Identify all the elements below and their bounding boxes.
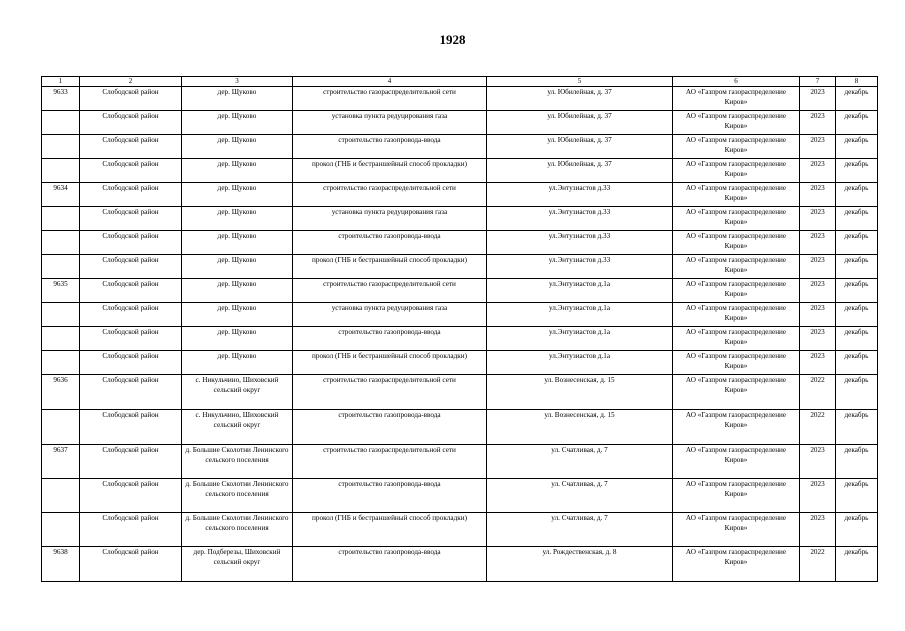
work-type-cell: строительство газопровода-ввода <box>293 327 487 351</box>
table-row <box>42 513 878 547</box>
object-number-cell <box>42 231 80 255</box>
month-cell: декабрь <box>836 159 878 183</box>
work-type-cell: строительство газопровода-ввода <box>293 479 487 513</box>
locality-cell: дер. Щуково <box>182 111 293 135</box>
work-type-cell: строительство газораспределительной сети <box>293 279 487 303</box>
work-type-cell: прокол (ГНБ и бестраншейный способ прокладки) <box>293 159 487 183</box>
month-cell: декабрь <box>836 513 878 547</box>
object-number-cell: 9638 <box>42 547 80 582</box>
object-number-cell <box>42 135 80 159</box>
locality-cell: с. Никульчино, Шиховский сельский округ <box>182 375 293 410</box>
object-number-cell <box>42 303 80 327</box>
address-cell: ул. Вознесенская, д. 15 <box>487 410 673 445</box>
year-cell: 2023 <box>800 87 836 111</box>
column-header: 4 <box>293 77 487 87</box>
organization-cell: АО «Газпром газораспределение Киров» <box>673 279 800 303</box>
year-cell: 2023 <box>800 207 836 231</box>
table-row <box>42 231 878 255</box>
district-cell: Слободской район <box>80 303 182 327</box>
work-type-cell: установка пункта редуцирования газа <box>293 111 487 135</box>
table-row <box>42 255 878 279</box>
district-cell: Слободской район <box>80 135 182 159</box>
address-cell: ул. Юбилейная, д. 37 <box>487 159 673 183</box>
locality-cell: дер. Щуково <box>182 279 293 303</box>
locality-cell: дер. Щуково <box>182 351 293 375</box>
district-cell: Слободской район <box>80 255 182 279</box>
work-type-cell: строительство газораспределительной сети <box>293 375 487 410</box>
table-row <box>42 135 878 159</box>
district-cell: Слободской район <box>80 111 182 135</box>
locality-cell: дер. Щуково <box>182 207 293 231</box>
locality-cell: дер. Щуково <box>182 87 293 111</box>
organization-cell: АО «Газпром газораспределение Киров» <box>673 231 800 255</box>
locality-cell: дер. Щуково <box>182 303 293 327</box>
locality-cell: дер. Щуково <box>182 159 293 183</box>
organization-cell: АО «Газпром газораспределение Киров» <box>673 375 800 410</box>
locality-cell: дер. Щуково <box>182 231 293 255</box>
month-cell: декабрь <box>836 303 878 327</box>
address-cell: ул. Юбилейная, д. 37 <box>487 111 673 135</box>
organization-cell: АО «Газпром газораспределение Киров» <box>673 410 800 445</box>
district-cell: Слободской район <box>80 410 182 445</box>
work-type-cell: установка пункта редуцирования газа <box>293 207 487 231</box>
object-number-cell: 9633 <box>42 87 80 111</box>
address-cell: ул.Энтузиастов д.33 <box>487 255 673 279</box>
object-number-cell: 9636 <box>42 375 80 410</box>
address-cell: ул.Энтузиастов д.1а <box>487 351 673 375</box>
registry-body <box>42 87 878 582</box>
organization-cell: АО «Газпром газораспределение Киров» <box>673 547 800 582</box>
work-type-cell: строительство газораспределительной сети <box>293 445 487 479</box>
column-header: 6 <box>673 77 800 87</box>
object-number-cell: 9635 <box>42 279 80 303</box>
organization-cell: АО «Газпром газораспределение Киров» <box>673 111 800 135</box>
table-row <box>42 547 878 582</box>
page-number: 1928 <box>439 32 466 47</box>
organization-cell: АО «Газпром газораспределение Киров» <box>673 303 800 327</box>
address-cell: ул.Энтузиастов д.33 <box>487 207 673 231</box>
district-cell: Слободской район <box>80 375 182 410</box>
work-type-cell: строительство газопровода-ввода <box>293 135 487 159</box>
organization-cell: АО «Газпром газораспределение Киров» <box>673 513 800 547</box>
locality-cell: д. Большие Сколотни Ленинского сельского поселения <box>182 513 293 547</box>
address-cell: ул. Счатливая, д. 7 <box>487 445 673 479</box>
month-cell: декабрь <box>836 87 878 111</box>
object-number-cell <box>42 111 80 135</box>
table-row <box>42 479 878 513</box>
work-type-cell: строительство газопровода-ввода <box>293 410 487 445</box>
district-cell: Слободской район <box>80 207 182 231</box>
year-cell: 2023 <box>800 255 836 279</box>
header-row <box>42 77 878 87</box>
work-type-cell: строительство газораспределительной сети <box>293 183 487 207</box>
district-cell: Слободской район <box>80 351 182 375</box>
work-type-cell: прокол (ГНБ и бестраншейный способ прокладки) <box>293 255 487 279</box>
address-cell: ул. Счатливая, д. 7 <box>487 479 673 513</box>
column-header: 1 <box>42 77 80 87</box>
table-row <box>42 375 878 410</box>
organization-cell: АО «Газпром газораспределение Киров» <box>673 135 800 159</box>
table-row <box>42 303 878 327</box>
district-cell: Слободской район <box>80 479 182 513</box>
organization-cell: АО «Газпром газораспределение Киров» <box>673 445 800 479</box>
table-row <box>42 87 878 111</box>
year-cell: 2022 <box>800 375 836 410</box>
locality-cell: д. Большие Сколотни Ленинского сельского поселения <box>182 445 293 479</box>
month-cell: декабрь <box>836 410 878 445</box>
address-cell: ул.Энтузиастов д.1а <box>487 279 673 303</box>
object-number-cell <box>42 327 80 351</box>
month-cell: декабрь <box>836 375 878 410</box>
object-number-cell <box>42 159 80 183</box>
address-cell: ул.Энтузиастов д.1а <box>487 327 673 351</box>
object-number-cell <box>42 351 80 375</box>
column-header: 7 <box>800 77 836 87</box>
month-cell: декабрь <box>836 327 878 351</box>
object-number-cell: 9634 <box>42 183 80 207</box>
locality-cell: с. Никульчино, Шиховский сельский округ <box>182 410 293 445</box>
organization-cell: АО «Газпром газораспределение Киров» <box>673 87 800 111</box>
address-cell: ул.Энтузиастов д.33 <box>487 183 673 207</box>
object-number-cell <box>42 255 80 279</box>
column-header: 5 <box>487 77 673 87</box>
address-cell: ул. Юбилейная, д. 37 <box>487 87 673 111</box>
year-cell: 2023 <box>800 303 836 327</box>
year-cell: 2023 <box>800 513 836 547</box>
address-cell: ул. Вознесенская, д. 15 <box>487 375 673 410</box>
table-row <box>42 183 878 207</box>
month-cell: декабрь <box>836 183 878 207</box>
table-row <box>42 410 878 445</box>
year-cell: 2023 <box>800 327 836 351</box>
year-cell: 2023 <box>800 279 836 303</box>
year-cell: 2023 <box>800 135 836 159</box>
object-number-cell: 9637 <box>42 445 80 479</box>
district-cell: Слободской район <box>80 327 182 351</box>
month-cell: декабрь <box>836 207 878 231</box>
column-header: 3 <box>182 77 293 87</box>
year-cell: 2023 <box>800 183 836 207</box>
year-cell: 2023 <box>800 351 836 375</box>
locality-cell: д. Большие Сколотни Ленинского сельского поселения <box>182 479 293 513</box>
organization-cell: АО «Газпром газораспределение Киров» <box>673 351 800 375</box>
organization-cell: АО «Газпром газораспределение Киров» <box>673 183 800 207</box>
year-cell: 2023 <box>800 111 836 135</box>
district-cell: Слободской район <box>80 445 182 479</box>
work-type-cell: установка пункта редуцирования газа <box>293 303 487 327</box>
month-cell: декабрь <box>836 351 878 375</box>
month-cell: декабрь <box>836 255 878 279</box>
month-cell: декабрь <box>836 111 878 135</box>
table-row <box>42 279 878 303</box>
month-cell: декабрь <box>836 231 878 255</box>
object-number-cell <box>42 410 80 445</box>
object-number-cell <box>42 479 80 513</box>
year-cell: 2022 <box>800 410 836 445</box>
district-cell: Слободской район <box>80 513 182 547</box>
registry-table <box>41 76 878 582</box>
table-row <box>42 445 878 479</box>
table-row <box>42 327 878 351</box>
month-cell: декабрь <box>836 479 878 513</box>
locality-cell: дер. Подберезы, Шиховский сельский округ <box>182 547 293 582</box>
district-cell: Слободской район <box>80 159 182 183</box>
work-type-cell: прокол (ГНБ и бестраншейный способ прокладки) <box>293 351 487 375</box>
district-cell: Слободской район <box>80 87 182 111</box>
month-cell: декабрь <box>836 135 878 159</box>
organization-cell: АО «Газпром газораспределение Киров» <box>673 255 800 279</box>
month-cell: декабрь <box>836 279 878 303</box>
organization-cell: АО «Газпром газораспределение Киров» <box>673 479 800 513</box>
work-type-cell: прокол (ГНБ и бестраншейный способ прокладки) <box>293 513 487 547</box>
work-type-cell: строительство газопровода-ввода <box>293 231 487 255</box>
district-cell: Слободской район <box>80 183 182 207</box>
address-cell: ул. Счатливая, д. 7 <box>487 513 673 547</box>
column-header: 8 <box>836 77 878 87</box>
work-type-cell: строительство газопровода-ввода <box>293 547 487 582</box>
year-cell: 2023 <box>800 231 836 255</box>
year-cell: 2022 <box>800 547 836 582</box>
column-header: 2 <box>80 77 182 87</box>
table-row <box>42 111 878 135</box>
year-cell: 2023 <box>800 159 836 183</box>
locality-cell: дер. Щуково <box>182 183 293 207</box>
organization-cell: АО «Газпром газораспределение Киров» <box>673 327 800 351</box>
year-cell: 2023 <box>800 479 836 513</box>
address-cell: ул.Энтузиастов д.33 <box>487 231 673 255</box>
object-number-cell <box>42 513 80 547</box>
table-row <box>42 351 878 375</box>
district-cell: Слободской район <box>80 547 182 582</box>
work-type-cell: строительство газораспределительной сети <box>293 87 487 111</box>
locality-cell: дер. Щуково <box>182 327 293 351</box>
year-cell: 2023 <box>800 445 836 479</box>
address-cell: ул. Юбилейная, д. 37 <box>487 135 673 159</box>
table-row <box>42 207 878 231</box>
organization-cell: АО «Газпром газораспределение Киров» <box>673 159 800 183</box>
address-cell: ул. Рождественская, д. 8 <box>487 547 673 582</box>
district-cell: Слободской район <box>80 279 182 303</box>
month-cell: декабрь <box>836 547 878 582</box>
organization-cell: АО «Газпром газораспределение Киров» <box>673 207 800 231</box>
locality-cell: дер. Щуково <box>182 135 293 159</box>
object-number-cell <box>42 207 80 231</box>
table-row <box>42 159 878 183</box>
address-cell: ул.Энтузиастов д.1а <box>487 303 673 327</box>
district-cell: Слободской район <box>80 231 182 255</box>
month-cell: декабрь <box>836 445 878 479</box>
locality-cell: дер. Щуково <box>182 255 293 279</box>
